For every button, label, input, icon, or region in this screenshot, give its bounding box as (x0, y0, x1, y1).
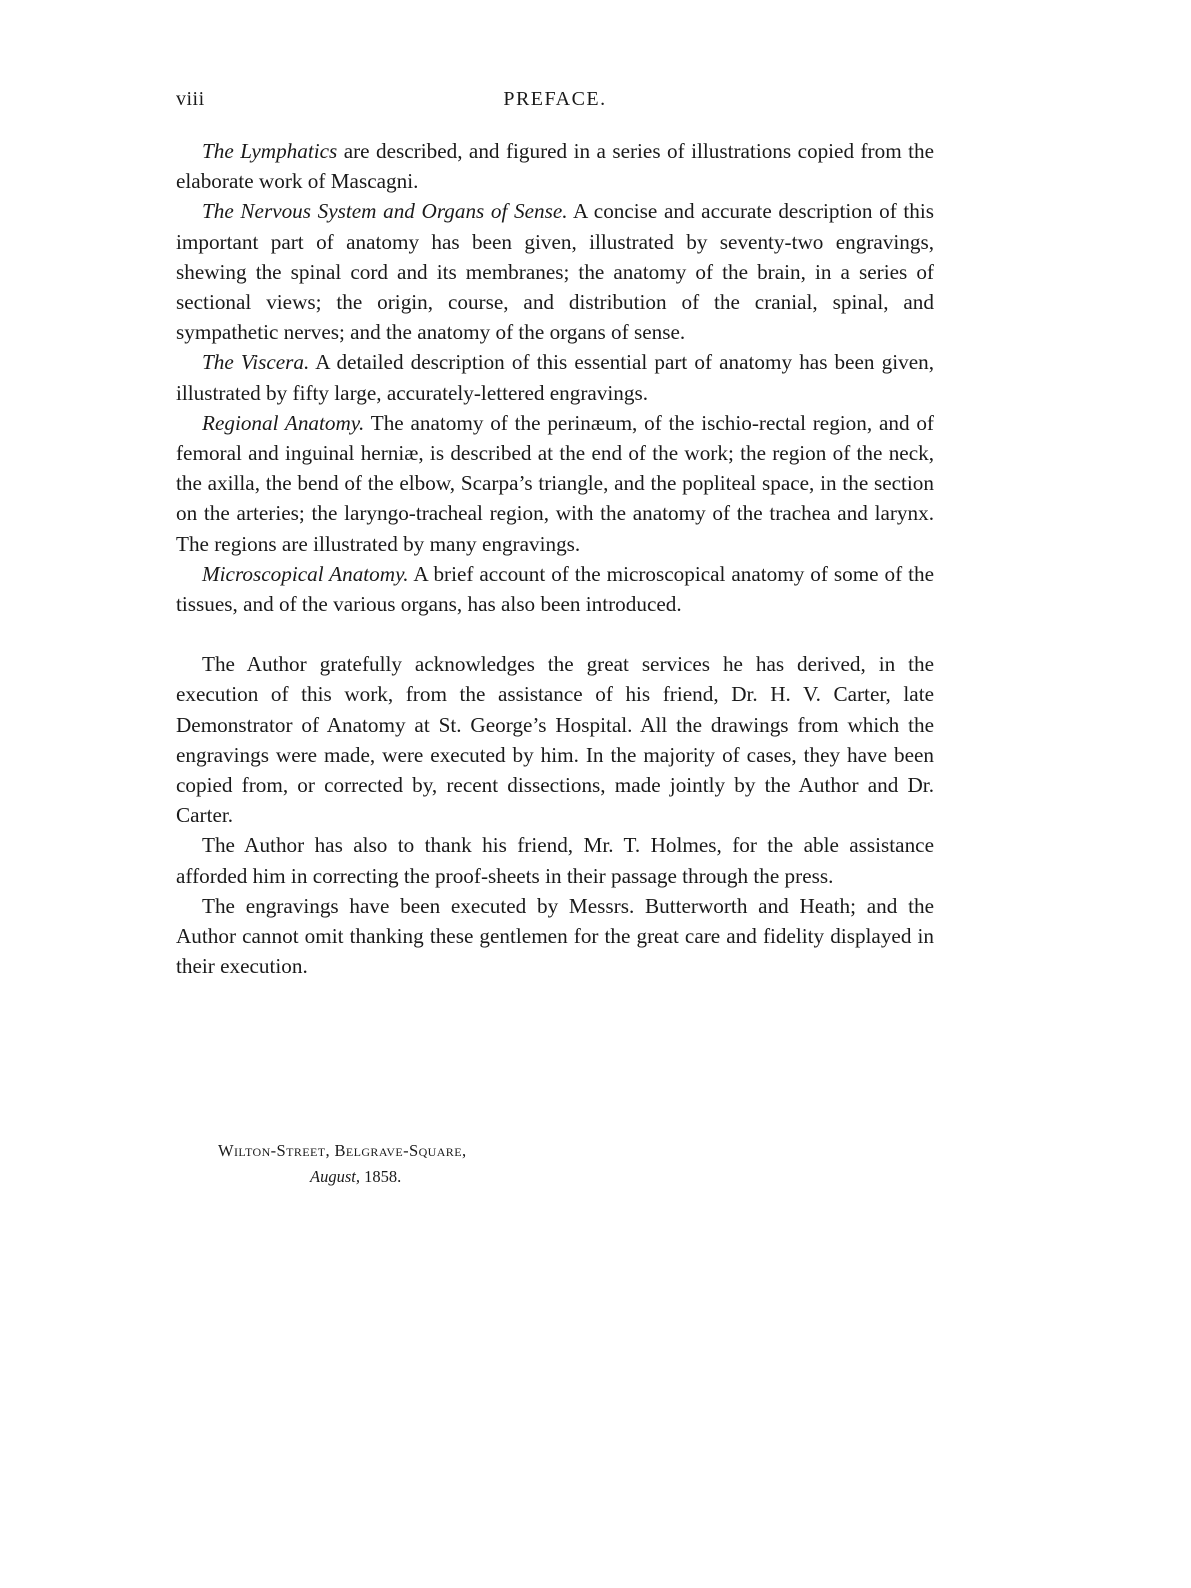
signoff-place (218, 1138, 466, 1164)
paragraph-lead: The Viscera. (202, 350, 310, 375)
paragraph-lead: The Nervous System and Organs of Sense. (202, 199, 568, 224)
signoff-year: 1858. (359, 1167, 402, 1186)
acknowledgement-carter: The Author gratefully acknowledges the great services he has derived, in the execution of this work, from the assistance of his friend, Dr. H. V. Carter, late Demonstrator of Anatomy at St. George’s Hospital. All the drawings from which the engravings were made, were executed by him. In the majority of cases, they have been copied from, or corrected by, recent dissections, made jointly by the Author and Dr. Carter. (176, 652, 934, 828)
page (176, 88, 934, 981)
paragraph-text: are described, and figured in a series of illustrations copied from the elaborate work of Mascagni. (176, 139, 934, 194)
running-title: PREFACE. (503, 88, 607, 110)
paragraph-lymphatics (176, 136, 934, 196)
signoff-date (218, 1164, 466, 1190)
section-gap (176, 619, 934, 649)
paragraph-nervous-system (176, 196, 934, 347)
paragraph-microscopical-anatomy (176, 559, 934, 619)
signoff-month: August, (310, 1167, 360, 1186)
paragraph-text: A detailed description of this essential part of anatomy has been given, illustrated by fifty large, accurately-lettered engravings. (176, 350, 934, 405)
paragraph-lead: The Lymphatics (202, 139, 338, 163)
paragraph-text: A concise and accurate description of this important part of anatomy has been given, illustrated by seventy-two engravings, shewing the spinal cord and its membranes; the anatomy of the brain, in a series of sectional views; the origin, course, and distribution of the cranial, spinal, and sympathetic nerves; and the anatomy of the organs of sense. (176, 199, 934, 345)
preface-body (176, 136, 934, 981)
signoff (218, 1138, 466, 1190)
paragraph-text: The anatomy of the perinæum, of the ischio-rectal region, and of femoral and inguinal herniæ, is described at the end of the work; the region of the neck, the axilla, the bend of the elbow, Scarpa’s triangle, and the popliteal space, in the section on the arteries; the laryngo-tracheal region, with the anatomy of the trachea and larynx. The regions are illustrated by many engravings. (176, 410, 934, 556)
acknowledgement-holmes: The Author has also to thank his friend, Mr. T. Holmes, for the able assistance afforded him in correcting the proof-sheets in their passage through the press. (176, 833, 934, 888)
paragraph-text: A brief account of the microscopical anatomy of some of the tissues, and of the various organs, has also been introduced. (176, 561, 934, 617)
acknowledgement-engravers: The engravings have been executed by Messrs. Butterworth and Heath; and the Author cannot omit thanking these gentlemen for the great care and fidelity displayed in their execution. (176, 893, 934, 979)
page-number: viii (176, 88, 205, 110)
page-header (176, 88, 934, 118)
paragraph-lead: Microscopical Anatomy. (202, 561, 409, 586)
paragraph-viscera (176, 347, 934, 407)
paragraph-lead: Regional Anatomy. (202, 410, 365, 435)
paragraph-regional-anatomy (176, 408, 934, 559)
signoff-place-text: Wilton-Street, Belgrave-Square, (218, 1141, 467, 1160)
